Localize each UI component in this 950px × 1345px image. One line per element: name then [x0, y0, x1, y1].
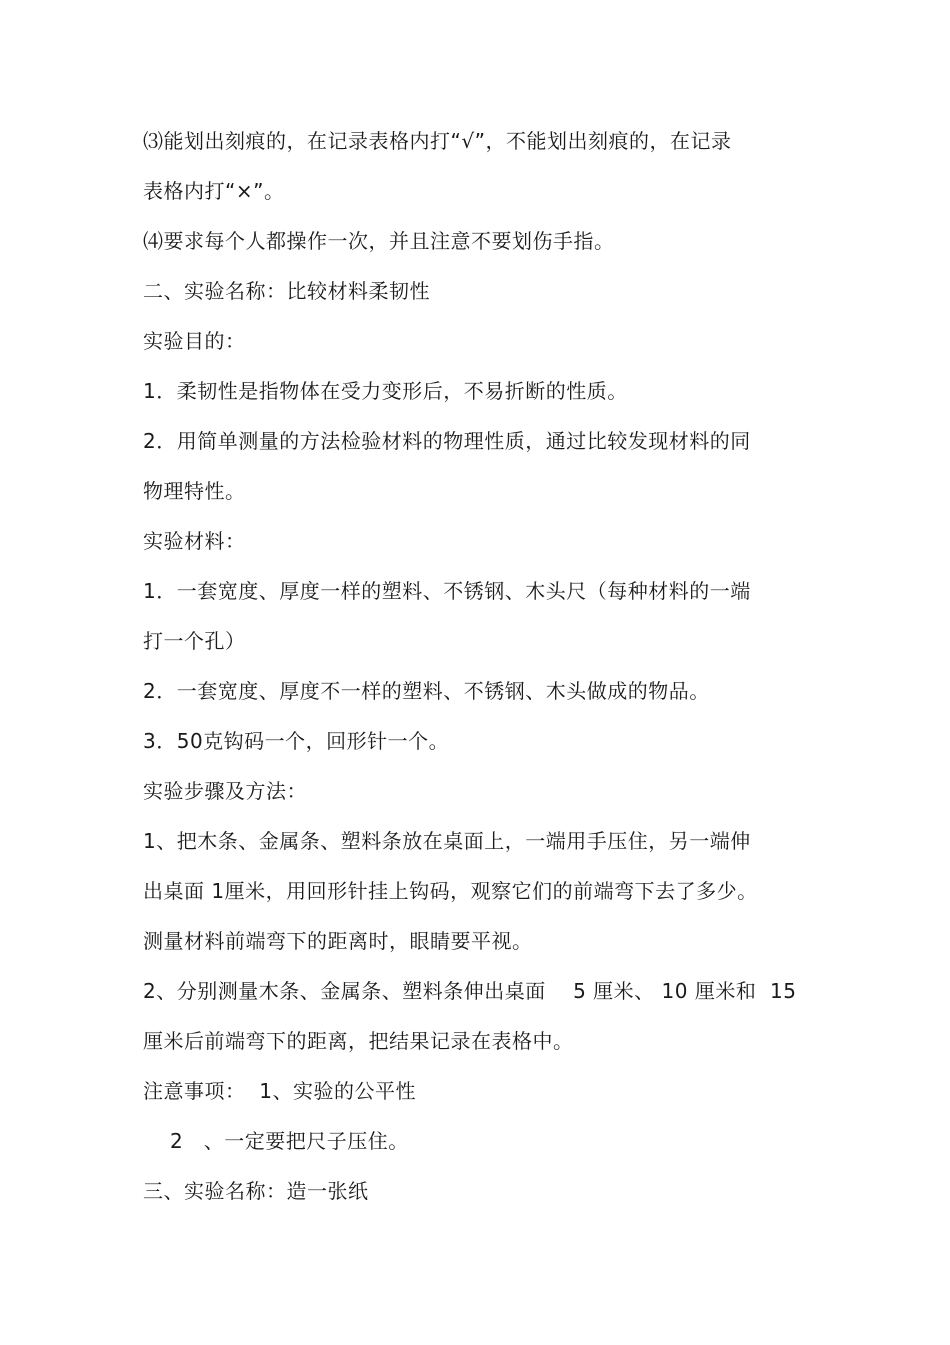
steps-item-2-cont: 厘米后前端弯下的距离，把结果记录在表格中。 [143, 1029, 574, 1053]
materials-item-2: 2．一套宽度、厚度不一样的塑料、不锈钢、木头做成的物品。 [143, 679, 710, 703]
steps-item-1: 1、把木条、金属条、塑料条放在桌面上，一端用手压住，另一端伸 [143, 829, 751, 853]
subheading-materials: 实验材料： [143, 529, 246, 553]
materials-item-1-cont: 打一个孔） [143, 629, 246, 653]
text-line-safety-note: ⑷要求每个人都操作一次，并且注意不要划伤手指。 [143, 229, 615, 253]
subheading-steps: 实验步骤及方法： [143, 779, 307, 803]
subheading-purpose: 实验目的： [143, 329, 246, 353]
steps-item-1-cont-2: 测量材料前端弯下的距离时，眼睛要平视。 [143, 929, 533, 953]
notes-item-2: 2 、一定要把尺子压住。 [170, 1129, 409, 1153]
materials-item-3: 3．50克钩码一个，回形针一个。 [143, 729, 450, 753]
section-heading-2: 二、实验名称：比较材料柔韧性 [143, 279, 430, 303]
section-heading-3: 三、实验名称：造一张纸 [143, 1179, 369, 1203]
purpose-item-2-cont: 物理特性。 [143, 479, 246, 503]
steps-item-1-cont: 出桌面 1厘米，用回形针挂上钩码，观察它们的前端弯下去了多少。 [143, 879, 758, 903]
steps-item-2: 2、分别测量木条、金属条、塑料条伸出桌面 5 厘米、 10 厘米和 15 [143, 979, 797, 1003]
purpose-item-2: 2．用简单测量的方法检验材料的物理性质，通过比较发现材料的同 [143, 429, 751, 453]
materials-item-1: 1．一套宽度、厚度一样的塑料、不锈钢、木头尺（每种材料的一端 [143, 579, 751, 603]
text-line-marking-instruction-cont: 表格内打“×”。 [143, 179, 285, 203]
notes-heading: 注意事项： 1、实验的公平性 [143, 1079, 416, 1103]
text-line-marking-instruction: ⑶能划出刻痕的，在记录表格内打“√”，不能划出刻痕的，在记录 [143, 129, 732, 153]
purpose-item-1: 1．柔韧性是指物体在受力变形后，不易折断的性质。 [143, 379, 628, 403]
